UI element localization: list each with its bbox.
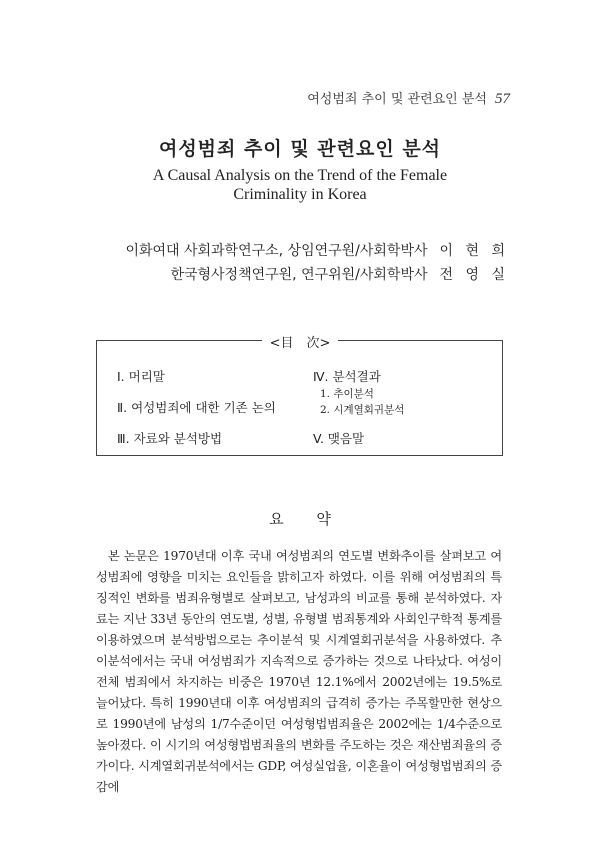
page-number: 57 <box>495 91 510 107</box>
author-1 <box>125 240 509 260</box>
toc-subitem-1: 1. 추이분석 <box>320 388 374 400</box>
paper-subtitle <box>0 166 600 204</box>
abstract-paragraph: 본 논문은 1970년대 이후 국내 여성범죄의 연도별 변화추이를 살펴보고 여성범죄에 영향을 미치는 요인들을 밝히고자 하였다. 이를 위해 여성범죄의 특징적인 변화를 범죄유형별로 살펴보고, 남성과의 비교를 통해 분석하였다. 자료는 지난 33년 동안의 연도별, 성별, 유형별 범죄통계와 사회인구학적 통계를 이용하였으며 분석방법으로는 추이분석 및 시계열회귀분석을 사용하였다. 추이분석에서는 국내 여성범죄가 지속적으로 증가하는 것으로 나타났다. 여성이 전체 범죄에서 차지하는 비중은 1970년 12.1%에서 2002년에는 19.5%로 늘어났다. 특히 1990년대 이후 여성범죄의 급격히 증가는 주목할만한 현상으로 1990년에 남성의 1/7수준이던 여성형법범죄율은 2002에는 1/4수준으로 높아졌다. 이 시기의 여성형법범죄율의 변화를 주도하는 것은 재산범죄율의 증가이다. 시계열회귀분석에서는 GDP, 여성실업율, 이혼율이 여성형법범죄의 증감에 <box>96 549 502 794</box>
author-1-affiliation: 이화여대 사회과학연구소, 상임연구원/사회학박사 <box>125 243 428 259</box>
running-header <box>307 88 510 108</box>
subtitle-line-2: Criminality in Korea <box>233 186 367 203</box>
toc-item-5: V. 맺음말 <box>313 431 365 446</box>
toc-item-1: Ⅰ. 머리말 <box>117 369 165 384</box>
paper-title: 여성범죄 추이 및 관련요인 분석 <box>158 138 442 160</box>
author-2 <box>170 264 509 284</box>
author-1-name: 이 현 희 <box>439 243 509 259</box>
author-2-name: 전 영 실 <box>439 267 509 283</box>
toc-item-3: Ⅲ. 자료와 분석방법 <box>117 431 223 446</box>
running-header-text: 여성범죄 추이 및 관련요인 분석 <box>307 92 487 107</box>
toc-title <box>0 332 600 351</box>
toc-subitem-2: 2. 시계열회귀분석 <box>320 404 405 416</box>
summary-heading: 요 약 <box>269 510 331 528</box>
abstract <box>96 546 502 798</box>
subtitle-line-1: A Causal Analysis on the Trend of the Female <box>152 167 448 184</box>
author-2-affiliation: 한국형사정책연구원, 연구위원/사회학박사 <box>170 267 428 283</box>
toc-item-2: Ⅱ. 여성범죄에 대한 기존 논의 <box>117 400 276 415</box>
toc-title-text: <目 次> <box>262 336 339 351</box>
toc-item-4: Ⅳ. 분석결과 <box>313 369 381 384</box>
